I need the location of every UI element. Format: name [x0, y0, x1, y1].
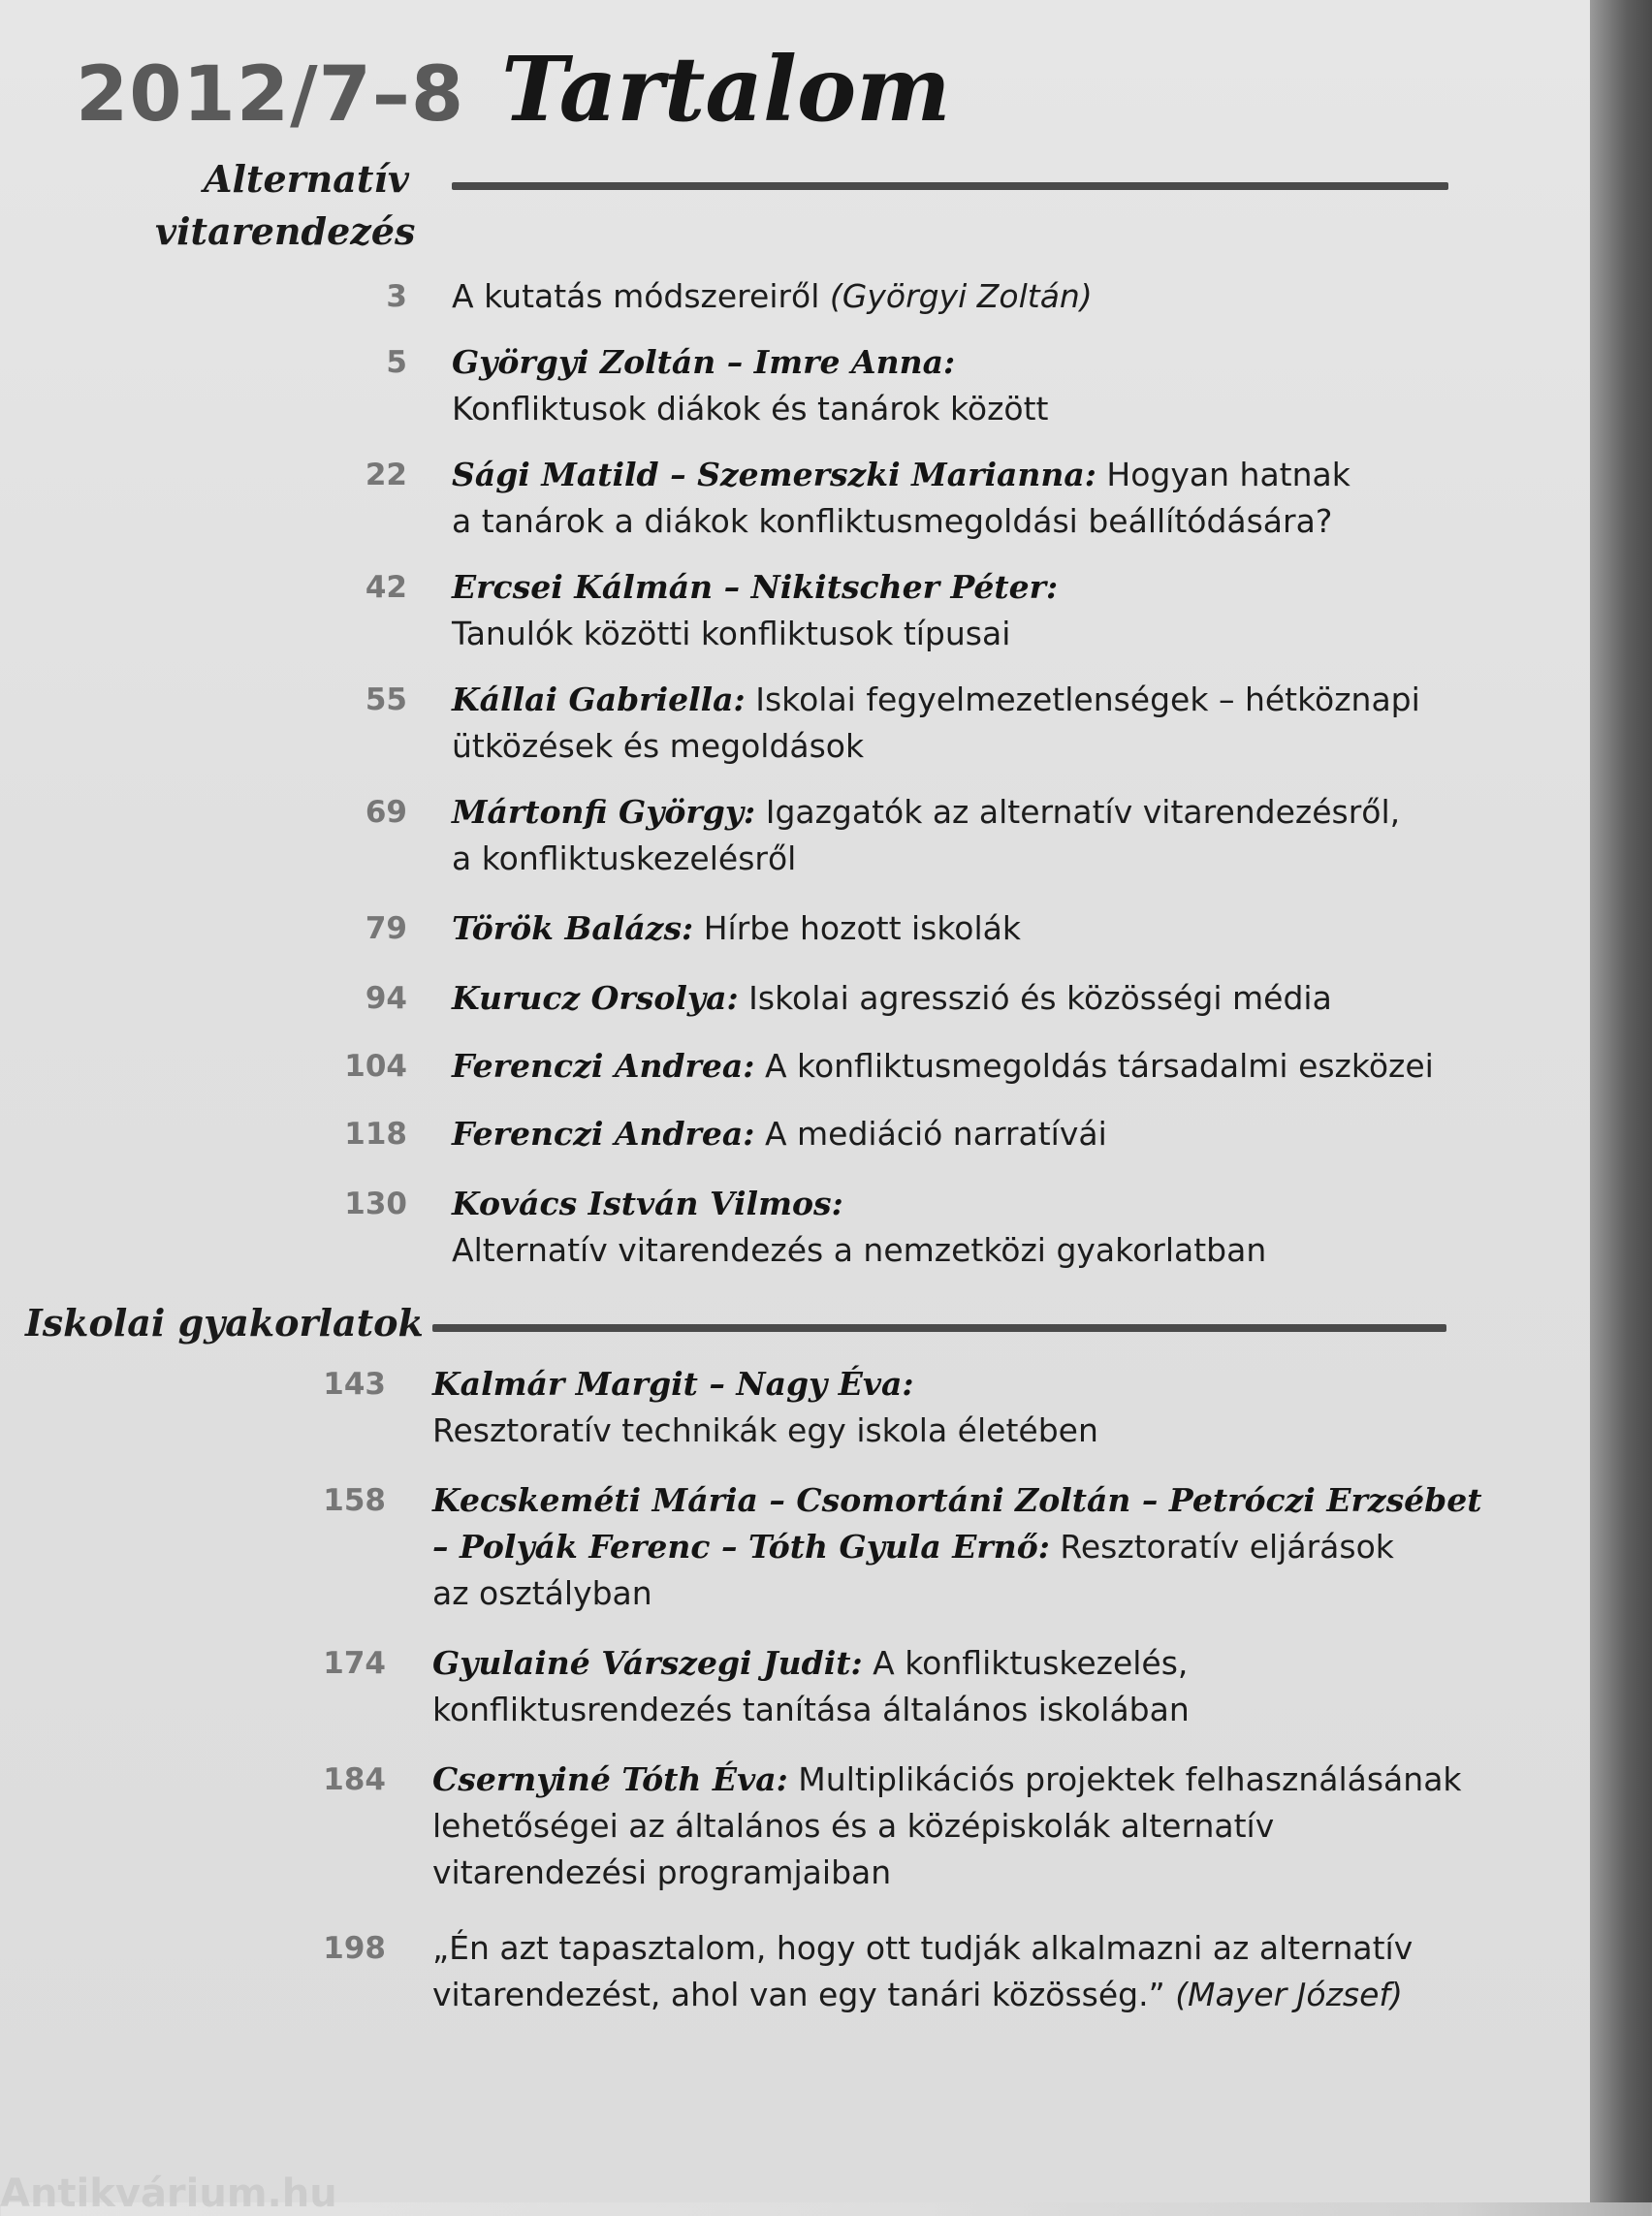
entry-line [452, 1043, 1434, 1090]
entry-line [452, 273, 1093, 320]
section-divider [452, 182, 1448, 190]
entry-author: Mártonfi György: [452, 793, 756, 831]
section-divider [432, 1324, 1446, 1332]
section-heading-iskolai-gyakorlatok [25, 1297, 424, 1349]
entry-line [452, 1111, 1107, 1157]
page-number: 22 [365, 458, 407, 492]
entry-title: a konfliktuskezelésről [452, 839, 797, 877]
entry-line [432, 1850, 891, 1896]
page-number: 198 [323, 1931, 386, 1966]
entry-title: ütközések és megoldások [452, 727, 865, 765]
entry-line [432, 1687, 1190, 1733]
entry-author: Ercsei Kálmán – Nikitscher Péter: [452, 568, 1059, 606]
entry-author: Török Balázs: [452, 909, 694, 947]
entry-line [452, 723, 864, 770]
entry-author: Kurucz Orsolya: [452, 979, 739, 1017]
entry-line [432, 1640, 1188, 1687]
section-heading-alternativ-vitarendezes [155, 153, 416, 258]
entry-line [452, 677, 1420, 723]
entry-title: Resztoratív eljárások [1049, 1528, 1394, 1566]
entry-line [432, 1925, 1413, 1972]
entry-author: Gyulainé Várszegi Judit: [432, 1644, 863, 1682]
entry-line [452, 386, 1049, 432]
entry-title: A kutatás módszereiről [452, 277, 830, 315]
entry-author: Ferenczi Andrea: [452, 1047, 755, 1085]
entry-title: az osztályban [432, 1574, 652, 1612]
entry-author: Györgyi Zoltán – Imre Anna: [452, 343, 956, 381]
entry-title: Hogyan hatnak [1096, 456, 1350, 493]
page-number: 69 [365, 795, 407, 830]
entry-author: Kovács István Vilmos: [452, 1185, 843, 1222]
book-spine-shadow [1590, 0, 1652, 2202]
section-heading-line1: Alternatív [204, 157, 409, 201]
issue-number: 2012/7–8 [76, 51, 465, 139]
entry-author: Kállai Gabriella: [452, 681, 746, 718]
entry-line [452, 905, 1021, 952]
entry-title: vitarendezést, ahol van egy tanári közösség.” [432, 1976, 1176, 2013]
entry-author: Kalmár Margit – Nagy Éva: [432, 1365, 914, 1403]
entry-title: a tanárok a diákok konfliktusmegoldási beállítódására? [452, 502, 1333, 540]
page-number: 79 [365, 911, 407, 946]
entry-source: (Mayer József) [1175, 1976, 1403, 2013]
entry-line [452, 564, 1058, 611]
entry-line [432, 1803, 1274, 1850]
entry-line [452, 836, 796, 882]
entry-title: Iskolai agresszió és közösségi média [738, 979, 1332, 1017]
entry-title: Alternatív vitarendezés a nemzetközi gyakorlatban [452, 1231, 1267, 1269]
entry-line [432, 1524, 1394, 1570]
entry-title: A mediáció narratívái [754, 1115, 1107, 1153]
entry-title: „Én azt tapasztalom, hogy ott tudják alkalmazni az alternatív [432, 1929, 1414, 1967]
entry-author: – Polyák Ferenc – Tóth Gyula Ernő: [432, 1528, 1050, 1566]
section-heading-line2: vitarendezés [155, 209, 416, 253]
page-number: 184 [323, 1762, 386, 1797]
page-number: 118 [344, 1117, 407, 1152]
entry-title: A konfliktuskezelés, [862, 1644, 1189, 1682]
entry-source: (Györgyi Zoltán) [829, 277, 1093, 315]
watermark: Antikvárium.hu [0, 2171, 337, 2216]
page-number: 104 [344, 1049, 407, 1084]
page-number: 158 [323, 1483, 386, 1518]
entry-title: Hírbe hozott iskolák [693, 909, 1021, 947]
entry-line [432, 1408, 1098, 1454]
entry-line [432, 1757, 1462, 1803]
entry-line [452, 1227, 1266, 1274]
entry-line [452, 1181, 843, 1227]
entry-title: Konfliktusok diákok és tanárok között [452, 390, 1049, 427]
page-number: 55 [365, 682, 407, 717]
page-number: 130 [344, 1187, 407, 1221]
entry-line [432, 1477, 1482, 1524]
entry-line [452, 789, 1400, 836]
page-number: 3 [386, 279, 407, 314]
entry-line [452, 975, 1332, 1022]
entry-author: Ferenczi Andrea: [452, 1115, 755, 1153]
entry-title: Tanulók közötti konfliktusok típusai [452, 615, 1011, 652]
entry-line [452, 452, 1350, 498]
entry-line [432, 1972, 1403, 2018]
entry-title: Multiplikációs projektek felhasználásának [787, 1760, 1462, 1798]
entry-line [452, 498, 1332, 545]
page-number: 94 [365, 981, 407, 1016]
entry-author: Sági Matild – Szemerszki Marianna: [452, 456, 1096, 493]
entry-author: Csernyiné Tóth Éva: [432, 1760, 788, 1798]
page-number: 143 [323, 1367, 386, 1402]
entry-line [452, 339, 955, 386]
entry-title: konfliktusrendezés tanítása általános iskolában [432, 1691, 1190, 1728]
page-title: Tartalom [501, 37, 951, 142]
page-number: 42 [365, 570, 407, 605]
page-header [76, 37, 951, 142]
entry-title: A konfliktusmegoldás társadalmi eszközei [754, 1047, 1434, 1085]
entry-line [432, 1361, 914, 1408]
page-number: 174 [323, 1646, 386, 1681]
entry-title: lehetőségei az általános és a középiskolák alternatív [432, 1807, 1275, 1845]
entry-title: Igazgatók az alternatív vitarendezésről, [755, 793, 1401, 831]
section-heading-line1: Iskolai gyakorlatok [25, 1301, 424, 1345]
page-number: 5 [386, 345, 407, 380]
entry-title: vitarendezési programjaiban [432, 1853, 892, 1891]
entry-title: Resztoratív technikák egy iskola életében [432, 1411, 1098, 1449]
entry-author: Kecskeméti Mária – Csomortáni Zoltán – Petróczi Erzsébet [432, 1481, 1482, 1519]
entry-line [452, 611, 1010, 657]
entry-line [432, 1570, 652, 1617]
entry-title: Iskolai fegyelmezetlenségek – hétköznapi [745, 681, 1420, 718]
